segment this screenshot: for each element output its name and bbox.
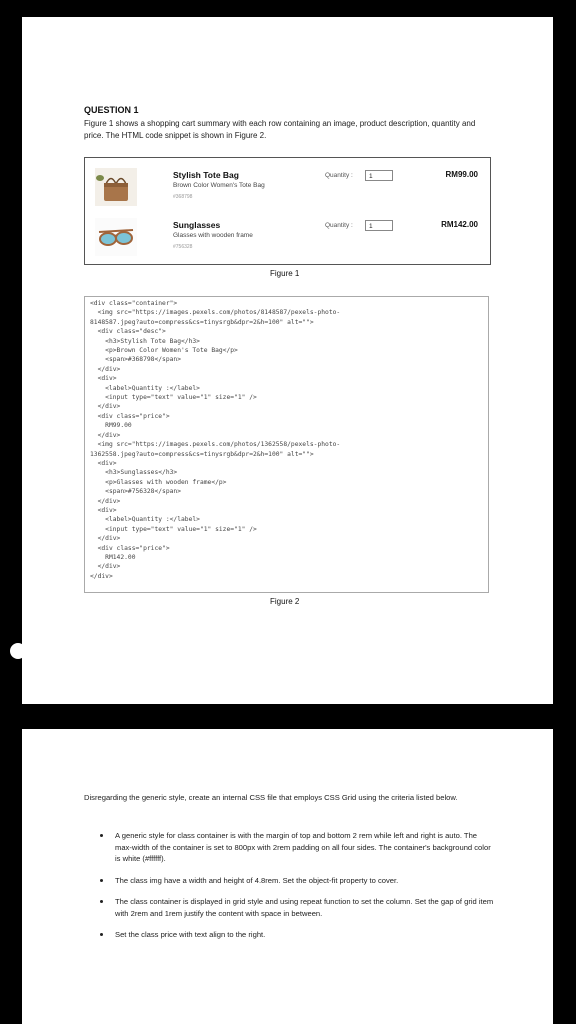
page-2	[22, 729, 553, 1024]
html-code-snippet: <div class="container"> <img src="https://images.pexels.com/photos/8148587/pexels-photo- 8148587.jpeg?auto=compress&cs=tinysrgb&dpr=2&h=100" alt=""> <div class="desc"> <h3>Stylish Tote Bag</h3> <p>Brown Color Women's Tote Bag</p> <span>#368798</span> </div> <div> <label>Quantity :</label> <input type="text" value="1" size="1" /> </div> <div class="price"> RM99.00 </div> <img src="https://images.pexels.com/photos/1362558/pexels-photo- 1362558.jpeg?auto=compress&cs=tinysrgb&dpr=2&h=100" alt=""> <div> <h3>Sunglasses</h3> <p>Glasses with wooden frame</p> <span>#756328</span> </div> <div> <label>Quantity :</label> <input type="text" value="1" size="1" /> </div> <div class="price"> RM142.00 </div> </div>	[84, 296, 489, 593]
product-name: Sunglasses	[173, 220, 221, 230]
product-price: RM99.00	[445, 170, 478, 179]
figure-1-caption: Figure 1	[270, 269, 300, 278]
criteria-text: The class img have a width and height of 4.8rem. Set the object-fit property to cover.	[115, 875, 399, 885]
bullet-icon	[100, 900, 103, 903]
bullet-icon	[100, 834, 103, 837]
figure-2-caption: Figure 2	[270, 597, 300, 606]
quantity-input[interactable]: 1	[365, 170, 393, 181]
criteria-list	[84, 830, 494, 951]
sunglasses-image	[95, 218, 137, 256]
criteria-text: The class container is displayed in grid style and using repeat function to set the column. Set the gap of grid item with 2rem and 1rem justify the content with space in between.	[115, 897, 494, 918]
quantity-input[interactable]: 1	[365, 220, 393, 231]
question-text: Figure 1 shows a shopping cart summary with each row containing an image, product description, quantity and price. The HTML code snippet is shown in Figure 2.	[84, 119, 476, 140]
product-description: Glasses with wooden frame	[173, 232, 253, 239]
criteria-item	[84, 830, 494, 865]
product-price: RM142.00	[441, 220, 478, 229]
instructions-intro: Disregarding the generic style, create an internal CSS file that employs CSS Grid using the criteria listed below.	[84, 793, 458, 802]
cart-row	[85, 164, 490, 212]
product-description: Brown Color Women's Tote Bag	[173, 182, 265, 189]
product-code: #756328	[173, 244, 193, 250]
criteria-item	[84, 896, 494, 919]
criteria-item	[84, 929, 494, 941]
bullet-icon	[100, 879, 103, 882]
criteria-item	[84, 875, 494, 887]
cart-summary-figure	[84, 157, 491, 265]
tote-bag-image	[95, 168, 137, 206]
quantity-label: Quantity :	[325, 222, 353, 229]
bullet-icon	[100, 933, 103, 936]
product-code: #368798	[173, 194, 193, 200]
product-name: Stylish Tote Bag	[173, 170, 239, 180]
question-title: QUESTION 1	[84, 105, 139, 115]
criteria-text: Set the class price with text align to the right.	[115, 930, 266, 939]
criteria-text: A generic style for class container is with the margin of top and bottom 2 rem while left and right is auto. The max-width of the container is set to 800px with 2rem padding on all four sides. The container's background color is white (#ffffff).	[115, 831, 491, 863]
quantity-label: Quantity :	[325, 172, 353, 179]
cursor-dot	[10, 643, 26, 659]
cart-row	[85, 214, 490, 262]
page-1	[22, 17, 553, 704]
